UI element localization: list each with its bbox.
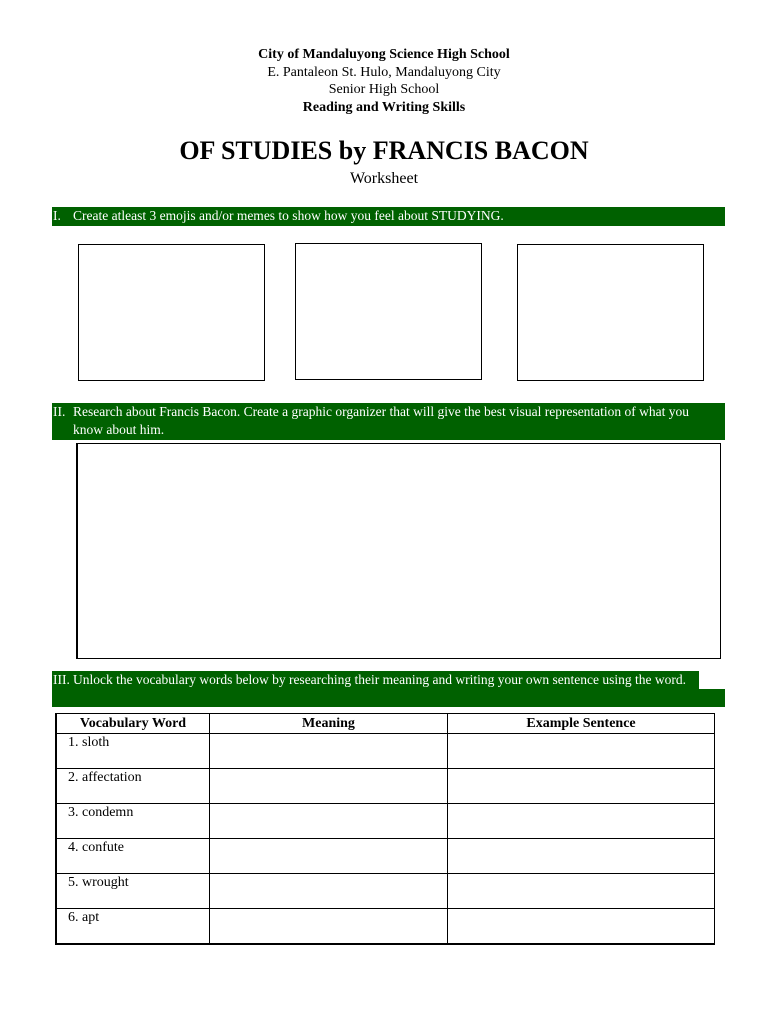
emoji-box-2[interactable]	[295, 243, 482, 380]
graphic-organizer-box[interactable]	[76, 443, 721, 659]
vocab-word: 3. condemn	[56, 804, 210, 839]
worksheet-title: OF STUDIES by FRANCIS BACON	[179, 136, 589, 165]
meaning-cell[interactable]	[210, 804, 448, 839]
school-level: Senior High School	[328, 82, 440, 97]
table-row	[56, 874, 715, 909]
section-1-heading	[52, 207, 725, 226]
subject-name: Reading and Writing Skills	[302, 99, 466, 115]
section-instruction: Create atleast 3 emojis and/or memes to show how you feel about STUDYING.	[73, 208, 504, 223]
emoji-box-3[interactable]	[517, 244, 704, 381]
table-row	[56, 769, 715, 804]
sentence-cell[interactable]	[448, 839, 715, 874]
sentence-cell[interactable]	[448, 769, 715, 804]
meaning-cell[interactable]	[210, 909, 448, 945]
section-number: I.	[53, 208, 61, 223]
table-row	[56, 804, 715, 839]
worksheet-subtitle: Worksheet	[349, 170, 419, 187]
meaning-cell[interactable]	[210, 769, 448, 804]
table-row	[56, 734, 715, 769]
table-header-row	[56, 714, 715, 734]
sentence-cell[interactable]	[448, 734, 715, 769]
column-header-sentence: Example Sentence	[448, 714, 715, 734]
vocab-word: 1. sloth	[56, 734, 210, 769]
section-2-heading	[52, 403, 725, 440]
meaning-cell[interactable]	[210, 839, 448, 874]
table-row	[56, 839, 715, 874]
school-header	[0, 46, 768, 116]
vocab-word: 2. affectation	[56, 769, 210, 804]
section-number: II.	[53, 404, 66, 419]
sentence-cell[interactable]	[448, 909, 715, 945]
vocab-word: 6. apt	[56, 909, 210, 945]
school-name: City of Mandaluyong Science High School	[258, 47, 510, 62]
column-header-meaning: Meaning	[210, 714, 448, 734]
emoji-box-1[interactable]	[78, 244, 265, 381]
sentence-cell[interactable]	[448, 874, 715, 909]
meaning-cell[interactable]	[210, 734, 448, 769]
section-instruction: Research about Francis Bacon. Create a graphic organizer that will give the best visual representation of what you know about him.	[73, 404, 690, 437]
section-number: III.	[53, 672, 70, 687]
vocab-word: 4. confute	[56, 839, 210, 874]
school-address: E. Pantaleon St. Hulo, Mandaluyong City	[267, 64, 501, 80]
section-3-heading	[52, 671, 725, 707]
sentence-cell[interactable]	[448, 804, 715, 839]
table-row	[56, 909, 715, 945]
section-instruction: Unlock the vocabulary words below by researching their meaning and writing your own sentence using the word.	[73, 672, 686, 687]
vocab-word: 5. wrought	[56, 874, 210, 909]
vocabulary-table	[55, 713, 715, 945]
column-header-word: Vocabulary Word	[56, 714, 210, 734]
meaning-cell[interactable]	[210, 874, 448, 909]
